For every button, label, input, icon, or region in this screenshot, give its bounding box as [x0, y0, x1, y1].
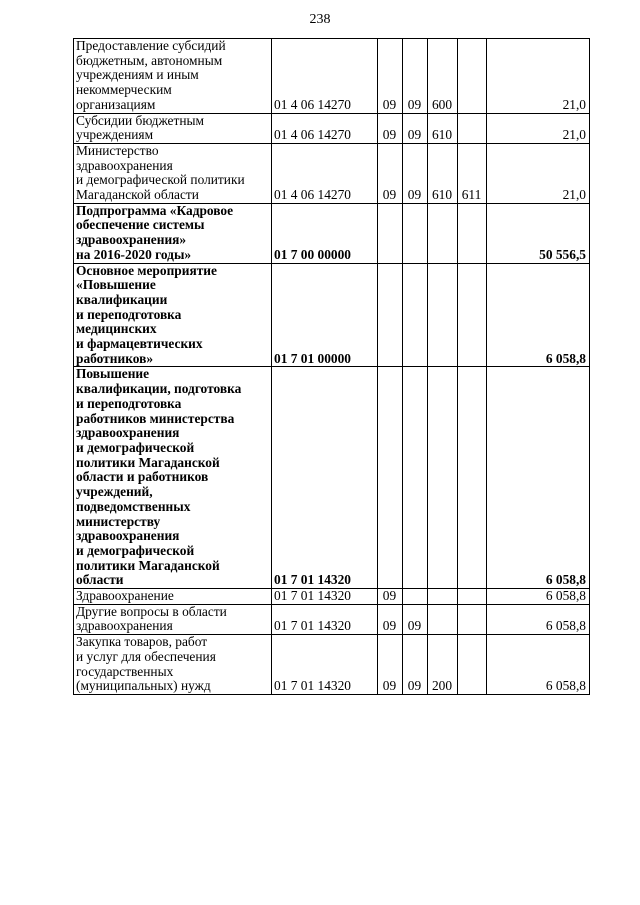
target-article-code: 01 4 06 14270: [272, 113, 378, 143]
row-name-line: здравоохранения: [76, 618, 173, 634]
row-name-line: на 2016-2020 годы»: [76, 246, 192, 262]
expense-type-code: [428, 604, 458, 634]
sub-type-code: [458, 39, 487, 114]
row-name-line: области и работников: [76, 469, 209, 485]
section-code: 09: [378, 589, 403, 605]
table-row: [74, 263, 590, 367]
section-code: 09: [378, 113, 403, 143]
subsection-code: 09: [403, 39, 428, 114]
table-row: [74, 39, 590, 114]
row-name-line: министерству: [76, 513, 161, 529]
table-row: [74, 203, 590, 263]
budget-table-body: [74, 39, 590, 695]
subsection-code: 09: [403, 635, 428, 695]
row-name-line: медицинских: [76, 321, 157, 337]
row-name-line: и демографической: [76, 542, 195, 558]
row-name-line: здравоохранения»: [76, 232, 187, 248]
row-name-line: Министерство: [76, 143, 159, 158]
row-name-line: квалификации, подготовка: [76, 381, 242, 397]
row-name: [74, 143, 272, 203]
sub-type-code: [458, 604, 487, 634]
target-article-code: 01 7 01 14320: [272, 604, 378, 634]
row-name-line: «Повышение: [76, 277, 156, 293]
row-name-line: работников»: [76, 350, 154, 366]
subsection-code: [403, 203, 428, 263]
sub-type-code: [458, 635, 487, 695]
row-name-line: Предоставление субсидий: [76, 38, 226, 53]
row-name-line: Другие вопросы в области: [76, 604, 227, 619]
target-article-code: 01 4 06 14270: [272, 39, 378, 114]
row-name-line: здравоохранения: [76, 528, 180, 544]
table-row: [74, 604, 590, 634]
row-name-line: квалификации: [76, 291, 168, 307]
subsection-code: [403, 263, 428, 367]
row-name: [74, 604, 272, 634]
expense-type-code: [428, 367, 458, 589]
row-name-line: работников министерства: [76, 410, 235, 426]
expense-type-code: [428, 263, 458, 367]
amount: 50 556,5: [487, 203, 590, 263]
row-name-line: учреждений,: [76, 484, 153, 500]
row-name-line: и переподготовка: [76, 395, 182, 411]
subsection-code: [403, 367, 428, 589]
row-name-line: Субсидии бюджетным: [76, 113, 204, 128]
amount: 21,0: [487, 39, 590, 114]
expense-type-code: 610: [428, 113, 458, 143]
expense-type-code: [428, 203, 458, 263]
amount: 21,0: [487, 143, 590, 203]
row-name-line: Подпрограмма «Кадровое: [76, 203, 234, 218]
row-name-line: обеспечение системы: [76, 217, 205, 233]
sub-type-code: [458, 367, 487, 589]
sub-type-code: [458, 113, 487, 143]
row-name-line: подведомственных: [76, 498, 191, 514]
section-code: [378, 367, 403, 589]
target-article-code: 01 7 01 00000: [272, 263, 378, 367]
section-code: 09: [378, 635, 403, 695]
target-article-code: 01 7 00 00000: [272, 203, 378, 263]
row-name-line: здравоохранения: [76, 157, 173, 173]
row-name: [74, 263, 272, 367]
row-name-line: политики Магаданской: [76, 557, 220, 573]
subsection-code: 09: [403, 143, 428, 203]
row-name-line: Здравоохранение: [76, 588, 174, 604]
target-article-code: 01 7 01 14320: [272, 635, 378, 695]
target-article-code: 01 7 01 14320: [272, 367, 378, 589]
row-name: [74, 39, 272, 114]
page-number: 238: [309, 12, 331, 27]
row-name-line: бюджетным, автономным: [76, 52, 223, 68]
row-name-line: организациям: [76, 96, 156, 112]
target-article-code: 01 7 01 14320: [272, 589, 378, 605]
subsection-code: 09: [403, 113, 428, 143]
row-name-line: учреждениям и иным: [76, 67, 199, 83]
amount: 6 058,8: [487, 263, 590, 367]
row-name-line: политики Магаданской: [76, 454, 220, 470]
row-name-line: государственных: [76, 663, 174, 679]
expense-type-code: 610: [428, 143, 458, 203]
amount: 6 058,8: [487, 635, 590, 695]
expense-type-code: 600: [428, 39, 458, 114]
expense-type-code: [428, 589, 458, 605]
section-code: 09: [378, 604, 403, 634]
row-name-line: Повышение: [76, 366, 150, 382]
row-name-line: и переподготовка: [76, 306, 182, 322]
table-row: [74, 113, 590, 143]
row-name-line: Закупка товаров, работ: [76, 634, 208, 650]
row-name-line: и демографической политики: [76, 172, 245, 188]
row-name-line: и услуг для обеспечения: [76, 648, 216, 664]
section-code: [378, 203, 403, 263]
row-name-line: здравоохранения: [76, 425, 180, 441]
section-code: 09: [378, 39, 403, 114]
row-name-line: области: [76, 572, 124, 588]
table-row: [74, 367, 590, 589]
table-row: [74, 589, 590, 605]
row-name-line: и фармацевтических: [76, 336, 203, 352]
row-name-line: и демографической: [76, 439, 195, 455]
row-name: [74, 203, 272, 263]
amount: 6 058,8: [487, 367, 590, 589]
expense-type-code: 200: [428, 635, 458, 695]
row-name-line: учреждениям: [76, 127, 154, 143]
sub-type-code: [458, 263, 487, 367]
row-name-line: некоммерческим: [76, 82, 172, 98]
sub-type-code: [458, 203, 487, 263]
sub-type-code: 611: [458, 143, 487, 203]
row-name: [74, 589, 272, 605]
table-row: [74, 635, 590, 695]
subsection-code: [403, 589, 428, 605]
amount: 21,0: [487, 113, 590, 143]
row-name: [74, 113, 272, 143]
row-name: [74, 367, 272, 589]
row-name: [74, 635, 272, 695]
row-name-line: Основное мероприятие: [76, 263, 217, 278]
section-code: [378, 263, 403, 367]
section-code: 09: [378, 143, 403, 203]
row-name-line: Магаданской области: [76, 187, 199, 203]
row-name-line: (муниципальных) нужд: [76, 678, 211, 694]
amount: 6 058,8: [487, 589, 590, 605]
subsection-code: 09: [403, 604, 428, 634]
target-article-code: 01 4 06 14270: [272, 143, 378, 203]
table-row: [74, 143, 590, 203]
sub-type-code: [458, 589, 487, 605]
budget-table: [73, 38, 590, 695]
amount: 6 058,8: [487, 604, 590, 634]
